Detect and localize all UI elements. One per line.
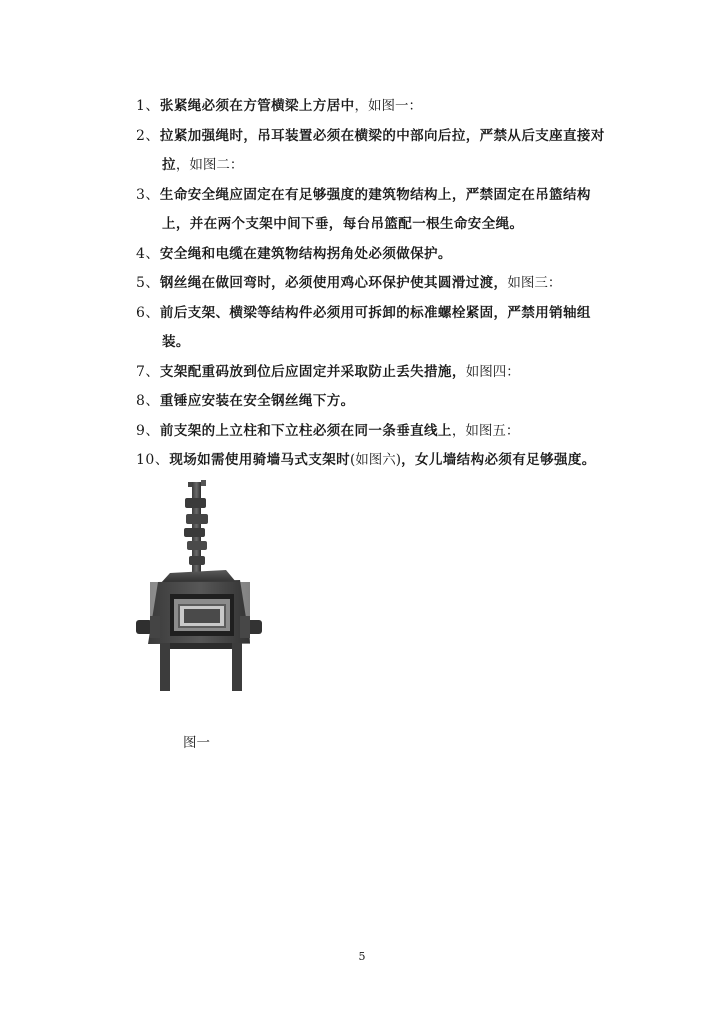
rule-number: 3、 xyxy=(136,186,160,203)
rule-figure-ref: (如图六) xyxy=(350,452,402,468)
rule-text-cont: 拉 xyxy=(162,157,176,173)
rule-figure-ref: 如图三： xyxy=(507,275,562,291)
rule-item-7 xyxy=(136,358,636,388)
rule-number: 2、 xyxy=(136,127,160,144)
rule-item-1 xyxy=(136,92,636,122)
figure-caption: 图一 xyxy=(183,735,210,751)
rule-figure-ref: ，如图一： xyxy=(354,98,423,114)
rule-number: 7、 xyxy=(136,363,160,380)
rule-number: 8、 xyxy=(136,393,160,409)
rule-text: 前支架的上立柱和下立柱必须在同一条垂直线上 xyxy=(159,422,452,439)
rule-number: 5、 xyxy=(136,275,160,291)
rule-item-10 xyxy=(136,446,636,476)
rules-list xyxy=(136,92,636,476)
rule-text: 安全绳和电缆在建筑物结构拐角处必须做保护。 xyxy=(159,245,452,262)
rule-item-5 xyxy=(136,269,636,299)
rule-item-2 xyxy=(136,122,636,181)
page-number: 5 xyxy=(358,950,366,963)
rule-item-4 xyxy=(136,240,636,270)
rule-text-tail: ，女儿墙结构必须有足够强度。 xyxy=(401,452,596,468)
rule-text: 前后支架、横梁等结构件必须用可拆卸的标准螺栓紧固，严禁用销轴组 xyxy=(159,304,591,321)
rule-item-3 xyxy=(136,181,636,240)
hanging-bracket-illustration xyxy=(136,478,264,693)
rule-continuation xyxy=(136,151,636,181)
rule-number: 1、 xyxy=(136,98,160,114)
rule-text: 生命安全绳应固定在有足够强度的建筑物结构上，严禁固定在吊篮结构 xyxy=(159,186,591,203)
rule-continuation xyxy=(136,328,636,358)
figure-1-photo xyxy=(136,478,264,693)
rule-figure-ref: 如图四： xyxy=(465,363,520,380)
rule-number: 9、 xyxy=(136,422,160,439)
rule-text-cont: 上，并在两个支架中间下垂，每台吊篮配一根生命安全绳。 xyxy=(162,216,524,232)
rule-number: 6、 xyxy=(136,304,160,321)
rule-text-cont: 装。 xyxy=(162,334,190,350)
rule-text: 现场如需使用骑墙马式支架时 xyxy=(169,452,351,468)
rule-number: 4、 xyxy=(136,245,160,262)
rule-text: 支架配重码放到位后应固定并采取防止丢失措施， xyxy=(159,363,466,380)
rule-text: 拉紧加强绳时，吊耳装置必须在横梁的中部向后拉，严禁从后支座直接对 xyxy=(159,127,605,144)
rule-number: 10、 xyxy=(136,452,170,468)
rule-item-6 xyxy=(136,299,636,358)
rule-item-8 xyxy=(136,387,636,417)
rule-continuation xyxy=(136,210,636,240)
rule-text: 张紧绳必须在方管横梁上方居中 xyxy=(159,98,355,114)
rule-figure-ref: ，如图五： xyxy=(451,422,520,439)
rule-figure-ref: ，如图二： xyxy=(175,157,244,173)
rule-text: 重锤应安装在安全钢丝绳下方。 xyxy=(159,393,355,409)
rule-text: 钢丝绳在做回弯时，必须使用鸡心环保护使其圆滑过渡， xyxy=(159,275,508,291)
rule-item-9 xyxy=(136,417,636,447)
